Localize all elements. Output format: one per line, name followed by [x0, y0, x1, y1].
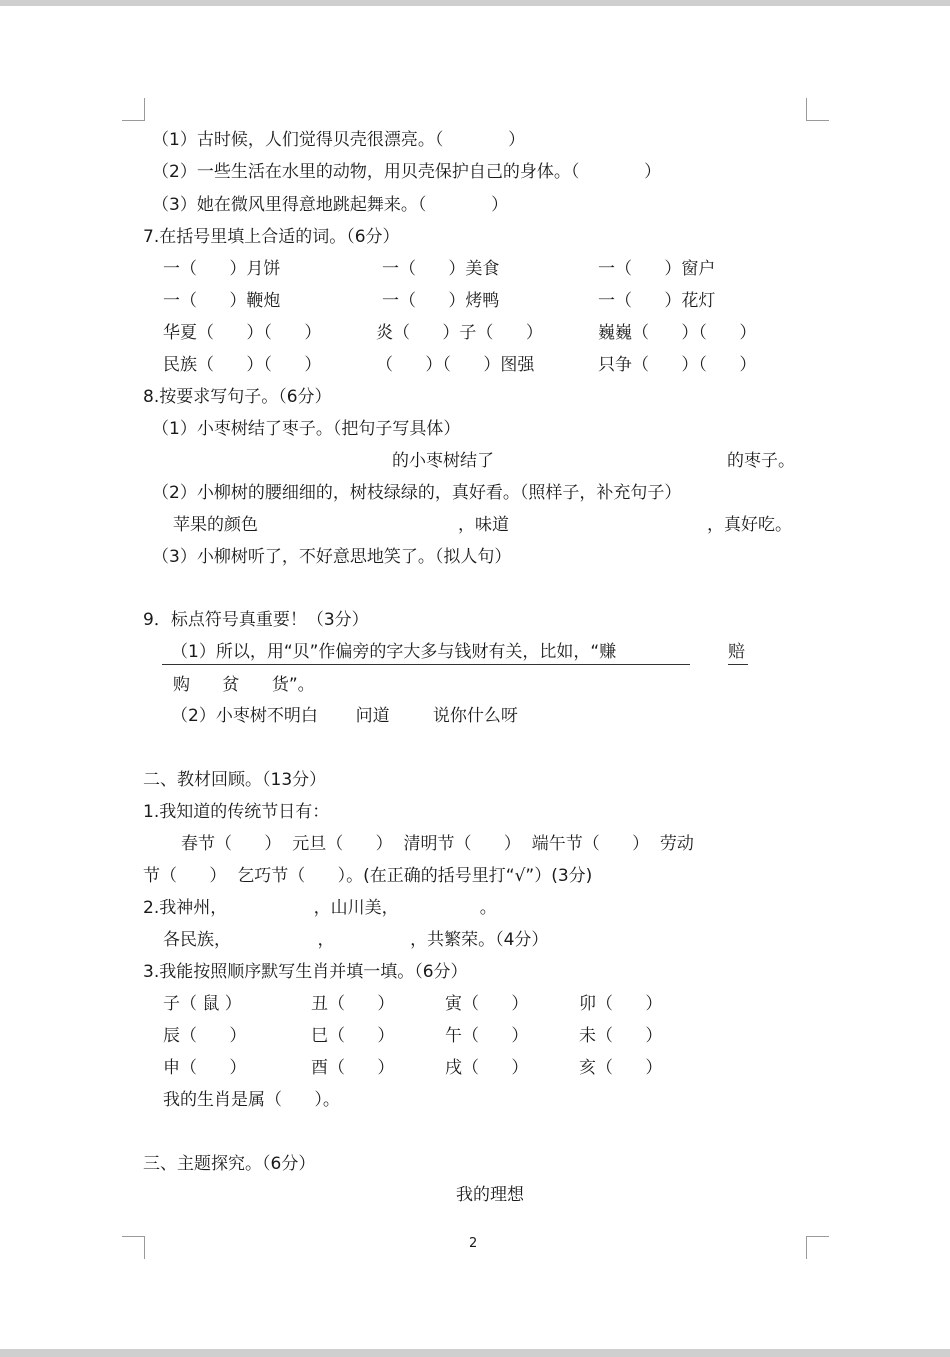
q6-line-2: （2）一些生活在水里的动物，用贝壳保护自己的身体。（ ） — [152, 162, 662, 182]
q8-s2-b: ，味道 — [458, 515, 509, 535]
essay-title: 我的理想 — [456, 1185, 524, 1205]
sec2-q1-title: 1.我知道的传统节日有： — [143, 802, 330, 822]
q7-r3-c2: 炎（ ）子（ ） — [376, 323, 543, 343]
crop-mark-bottom-left — [122, 1236, 145, 1259]
q9-line-2: 购 贫 货”。 — [173, 675, 315, 695]
section-2-title: 二、教材回顾。（13分） — [143, 770, 327, 790]
q7-r1-c3: 一（ ）窗户 — [598, 259, 716, 279]
q6-line-1: （1）古时候，人们觉得贝壳很漂亮。（ ） — [152, 130, 526, 150]
q6-line-3: （3）她在微风里得意地跳起舞来。（ ） — [152, 195, 509, 215]
zodiac-cell: 未（ ） — [579, 1026, 663, 1046]
zodiac-my-sign: 我的生肖是属（ ）。 — [163, 1090, 340, 1110]
zodiac-cell: 子（ 鼠 ） — [163, 994, 242, 1014]
crop-mark-top-right — [806, 98, 829, 121]
q7-r1-c2: 一（ ）美食 — [382, 259, 500, 279]
sec2-q2-line-2: 各民族， ， ，共繁荣。（4分） — [163, 930, 549, 950]
sec2-q3-title: 3.我能按照顺序默写生肖并填一填。（6分） — [143, 962, 468, 982]
viewer-bottom-bar — [0, 1349, 950, 1357]
q7-r2-c3: 一（ ）花灯 — [598, 291, 716, 311]
zodiac-cell: 戌（ ） — [445, 1058, 529, 1078]
q9-underline-2 — [728, 664, 748, 665]
q7-r4-c2: （ ）（ ）图强 — [376, 355, 535, 375]
q9-line-1: （1）所以，用“贝”作偏旁的字大多与钱财有关，比如，“赚 — [171, 642, 617, 662]
q7-r4-c1: 民族（ ）（ ） — [163, 355, 322, 375]
viewer-top-bar — [0, 0, 950, 6]
zodiac-cell: 酉（ ） — [311, 1058, 395, 1078]
q9-line-3: （2）小枣树不明白 问道 说你什么呀 — [171, 706, 518, 726]
page-number: 2 — [469, 1236, 478, 1251]
zodiac-cell: 卯（ ） — [579, 994, 663, 1014]
zodiac-cell: 午（ ） — [445, 1026, 529, 1046]
q8-s2: （2）小柳树的腰细细的，树枝绿绿的，真好看。（照样子，补充句子） — [152, 483, 682, 503]
crop-mark-bottom-right — [806, 1236, 829, 1259]
zodiac-cell: 申（ ） — [163, 1058, 247, 1078]
q8-s2-c: ，真好吃。 — [707, 515, 792, 535]
zodiac-cell: 辰（ ） — [163, 1026, 247, 1046]
zodiac-cell: 巳（ ） — [311, 1026, 395, 1046]
zodiac-cell: 丑（ ） — [311, 994, 395, 1014]
q7-r2-c2: 一（ ）烤鸭 — [382, 291, 500, 311]
q8-title: 8.按要求写句子。（6分） — [143, 387, 332, 407]
zodiac-cell: 亥（ ） — [579, 1058, 663, 1078]
q9-line-1-end: 赔 — [728, 642, 745, 662]
q7-r3-c1: 华夏（ ）（ ） — [163, 323, 322, 343]
q7-r4-c3: 只争（ ）（ ） — [598, 355, 757, 375]
q8-s1-mid: 的小枣树结了 — [392, 451, 494, 471]
q7-title: 7.在括号里填上合适的词。（6分） — [143, 227, 400, 247]
q8-s2-a: 苹果的颜色 — [173, 515, 258, 535]
crop-mark-top-left — [122, 98, 145, 121]
q9-title: 9．标点符号真重要！（3分） — [143, 610, 369, 630]
q7-r1-c1: 一（ ）月饼 — [163, 259, 281, 279]
section-3-title: 三、主题探究。（6分） — [143, 1154, 316, 1174]
q9-underline-1 — [162, 664, 690, 665]
q8-s1-end: 的枣子。 — [727, 451, 795, 471]
q7-r2-c1: 一（ ）鞭炮 — [163, 291, 281, 311]
q7-r3-c3: 巍巍（ ）（ ） — [598, 323, 757, 343]
sec2-q1-line-1: 春节（ ） 元旦（ ） 清明节（ ） 端午节（ ） 劳动 — [181, 834, 694, 854]
sec2-q2-line-1: 2.我神州， ，山川美， 。 — [143, 898, 497, 918]
q8-s1: （1）小枣树结了枣子。（把句子写具体） — [152, 419, 461, 439]
q8-s3: （3）小柳树听了，不好意思地笑了。（拟人句） — [152, 547, 512, 567]
sec2-q1-line-2: 节（ ） 乞巧节（ ）。(在正确的括号里打“√”）(3分) — [143, 866, 593, 886]
zodiac-cell: 寅（ ） — [445, 994, 529, 1014]
